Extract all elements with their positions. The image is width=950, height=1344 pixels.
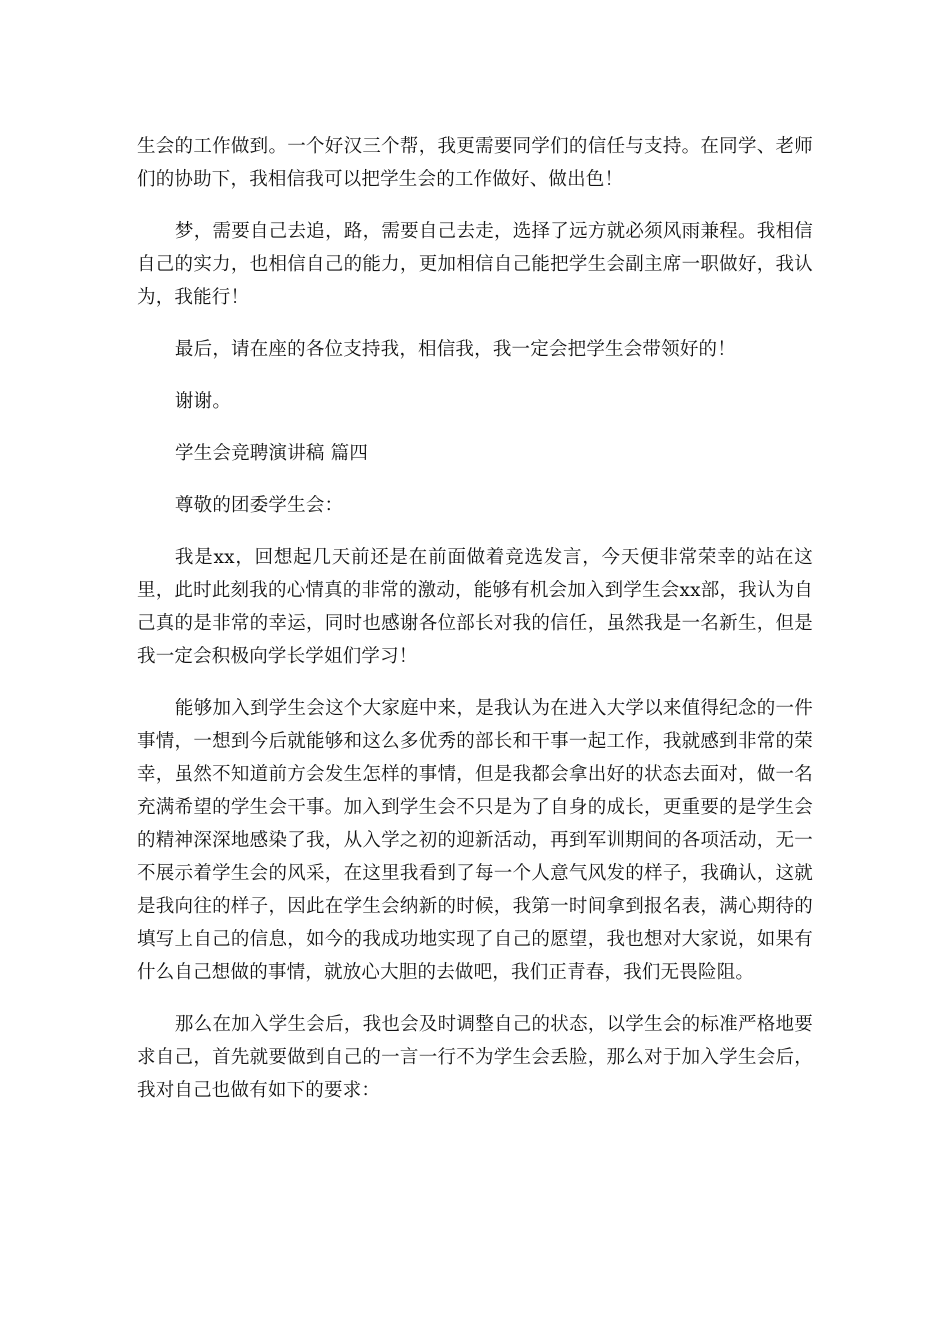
section-heading: 学生会竞聘演讲稿 篇四 (175, 443, 369, 464)
paragraph-joining: 能够加入到学生会这个大家庭中来，是我认为在进入大学以来值得纪念的一件事情，一想到今后就能够和这么多优秀的部长和干事一起工作，我就感到非常的荣幸，虽然不知道前方会发生怎样的事情，但是我都会拿出好的状态去面对，做一名充满希望的学生会干事。加入到学生会不只是为了自身的成长，更重要的是学生会的精神深深地感染了我，从入学之初的迎新活动，再到军训期间的各项活动，无一不展示着学生会的风采，在这里我看到了每一个人意气风发的样子，我确认，这就是我向往的样子，因此在学生会纳新的时候，我第一时间拿到报名表，满心期待的填写上自己的信息，如今的我成功地实现了自己的愿望，我也想对大家说，如果有什么自己想做的事情，就放心大胆的去做吧，我们正青春，我们无畏险阻。 (137, 698, 813, 983)
paragraph-continuation: 生会的工作做到。一个好汉三个帮，我更需要同学们的信任与支持。在同学、老师们的协助下，我相信我可以把学生会的工作做好、做出色！ (137, 136, 813, 190)
greeting: 尊敬的团委学生会： (174, 495, 344, 516)
document-body (137, 130, 813, 1126)
paragraph-thanks: 谢谢。 (174, 391, 232, 412)
paragraph-intro: 我是xx，回想起几天前还是在前面做着竞选发言，今天便非常荣幸的站在这里，此时此刻我的心情真的非常的激动，能够有机会加入到学生会xx部，我认为自己真的是非常的幸运，同时也感谢各位部长对我的信任，虽然我是一名新生，但是我一定会积极向学长学姐们学习！ (137, 547, 813, 667)
paragraph-dream: 梦，需要自己去追，路，需要自己去走，选择了远方就必须风雨兼程。我相信自己的实力，也相信自己的能力，更加相信自己能把学生会副主席一职做好，我认为，我能行！ (137, 221, 813, 308)
paragraph-requirements: 那么在加入学生会后，我也会及时调整自己的状态，以学生会的标准严格地要求自己，首先就要做到自己的一言一行不为学生会丢脸，那么对于加入学生会后，我对自己也做有如下的要求： (137, 1014, 813, 1101)
paragraph-closing: 最后，请在座的各位支持我，相信我，我一定会把学生会带领好的！ (174, 339, 736, 360)
